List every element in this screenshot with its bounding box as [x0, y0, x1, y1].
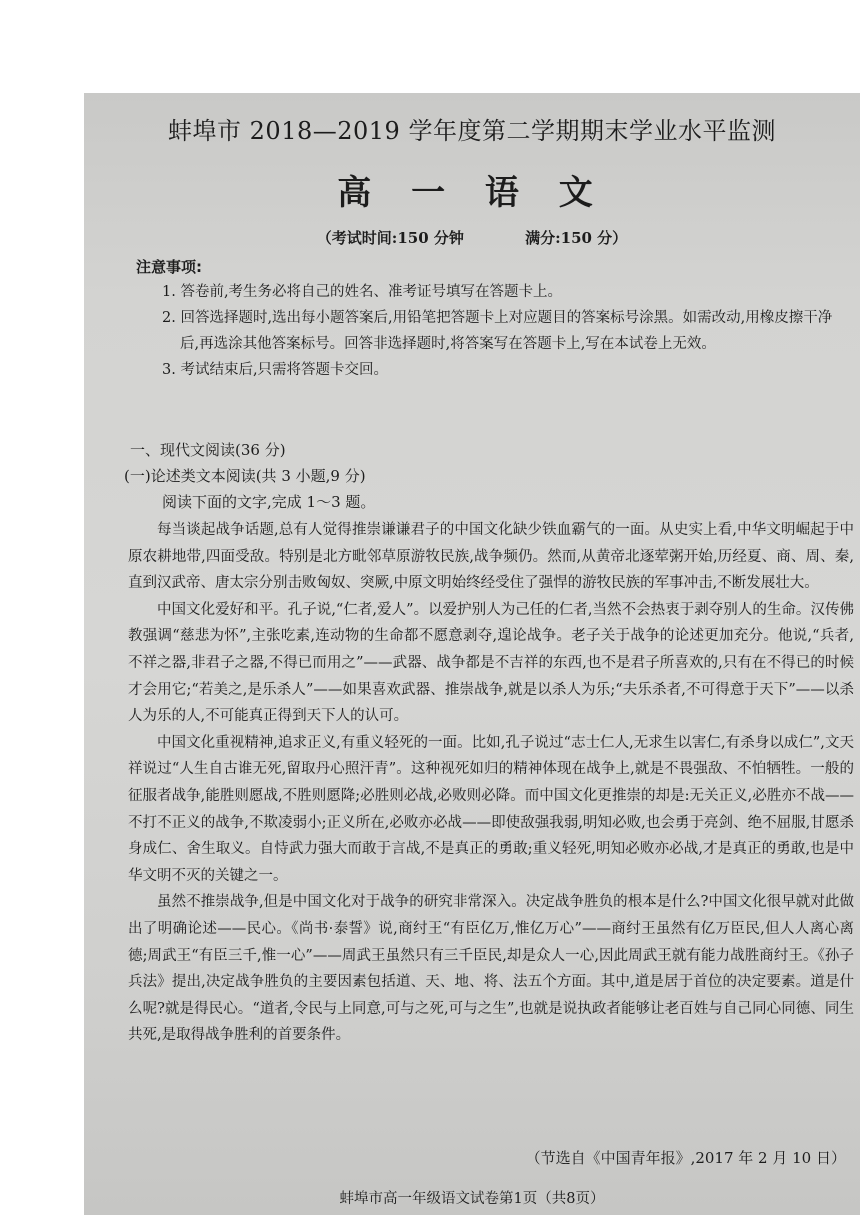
reading-instruction: 阅读下面的文字,完成 1～3 题。	[162, 493, 376, 511]
source-citation: （节选自《中国青年报》,2017 年 2 月 10 日）	[525, 1149, 846, 1167]
exam-info	[84, 227, 860, 248]
paragraph-3: 中国文化重视精神,追求正义,有重义轻死的一面。比如,孔子说过“志士仁人,无求生以害仁,有杀身以成仁”,文天祥说过“人生自古谁无死,留取丹心照汗青”。这种视死如归的精神体现在战争上,就是不畏强敌、不怕牺牲。一般的征服者战争,能胜则愿战,不胜则愿降;必胜则必战,必败则必降。而中国文化更推崇的却是:无关正义,必胜亦不战——不打不正义的战争,不欺凌弱小;正义所在,必败亦必战——即使敌强我弱,明知必败,也会勇于亮剑、绝不屈服,甘愿杀身成仁、舍生取义。自恃武力强大而敢于言战,不是真正的勇敢;重义轻死,明知必败亦必战,才是真正的勇敢,也是中华文明不灭的关键之一。	[128, 734, 854, 884]
notice-item-3: 3. 考试结束后,只需将答题卡交回。	[162, 362, 389, 378]
exam-time: （考试时间:150 分钟	[316, 229, 464, 247]
notice-list	[162, 279, 842, 383]
notice-item-1: 1. 答卷前,考生务必将自己的姓名、准考证号填写在答题卡上。	[162, 284, 563, 300]
passage	[128, 517, 854, 1049]
paragraph-2: 中国文化爱好和平。孔子说,“仁者,爱人”。以爱护别人为己任的仁者,当然不会热衷于剥夺别人的生命。汉传佛教强调“慈悲为怀”,主张吃素,连动物的生命都不愿意剥夺,遑论战争。老子关于战争的论述更加充分。他说,“兵者,不祥之器,非君子之器,不得已而用之”——武器、战争都是不吉祥的东西,也不是君子所喜欢的,只有在不得已的时候才会用它;“若美之,是乐杀人”——如果喜欢武器、推崇战争,就是以杀人为乐;“夫乐杀者,不可得意于天下”——以杀人为乐的人,不可能真正得到天下人的认可。	[128, 601, 854, 725]
notice-item-2: 2. 回答选择题时,选出每小题答案后,用铅笔把答题卡上对应题目的答案标号涂黑。如需改动,用橡皮擦干净后,再选涂其他答案标号。回答非选择题时,将答案写在答题卡上,写在本试卷上无效。	[162, 310, 833, 352]
section-heading: 一、现代文阅读(36 分)	[130, 441, 286, 459]
exam-paper	[84, 93, 860, 1215]
page-footer: 蚌埠市高一年级语文试卷第1页（共8页）	[339, 1191, 605, 1207]
exam-score: 满分:150 分）	[525, 229, 628, 247]
subsection-heading: (一)论述类文本阅读(共 3 小题,9 分)	[124, 467, 366, 485]
exam-title: 蚌埠市 2018—2019 学年度第二学期期末学业水平监测	[168, 117, 776, 145]
paragraph-4: 虽然不推崇战争,但是中国文化对于战争的研究非常深入。决定战争胜负的根本是什么?中国文化很早就对此做出了明确论述——民心。《尚书·泰誓》说,商纣王“有臣亿万,惟亿万心”——商纣王虽然有亿万臣民,但人人离心离德;周武王“有臣三千,惟一心”——周武王虽然只有三千臣民,却是众人一心,因此周武王就有能力战胜商纣王。《孙子兵法》提出,决定战争胜负的主要因素包括道、天、地、将、法五个方面。其中,道是居于首位的决定要素。道是什么呢?就是得民心。“道者,令民与上同意,可与之死,可与之生”,也就是说执政者能够让老百姓与自己同心同德、同生共死,是取得战争胜利的首要条件。	[128, 894, 854, 1044]
subject-title: 高 一 语 文	[337, 173, 607, 213]
paragraph-1: 每当谈起战争话题,总有人觉得推崇谦谦君子的中国文化缺少铁血霸气的一面。从史实上看,中华文明崛起于中原农耕地带,四面受敌。特别是北方毗邻草原游牧民族,战争频仍。然而,从黄帝北逐荤粥开始,历经夏、商、周、秦,直到汉武帝、唐太宗分别击败匈奴、突厥,中原文明始终经受住了强悍的游牧民族的军事冲击,不断发展壮大。	[128, 522, 854, 592]
notice-heading: 注意事项:	[136, 258, 202, 276]
